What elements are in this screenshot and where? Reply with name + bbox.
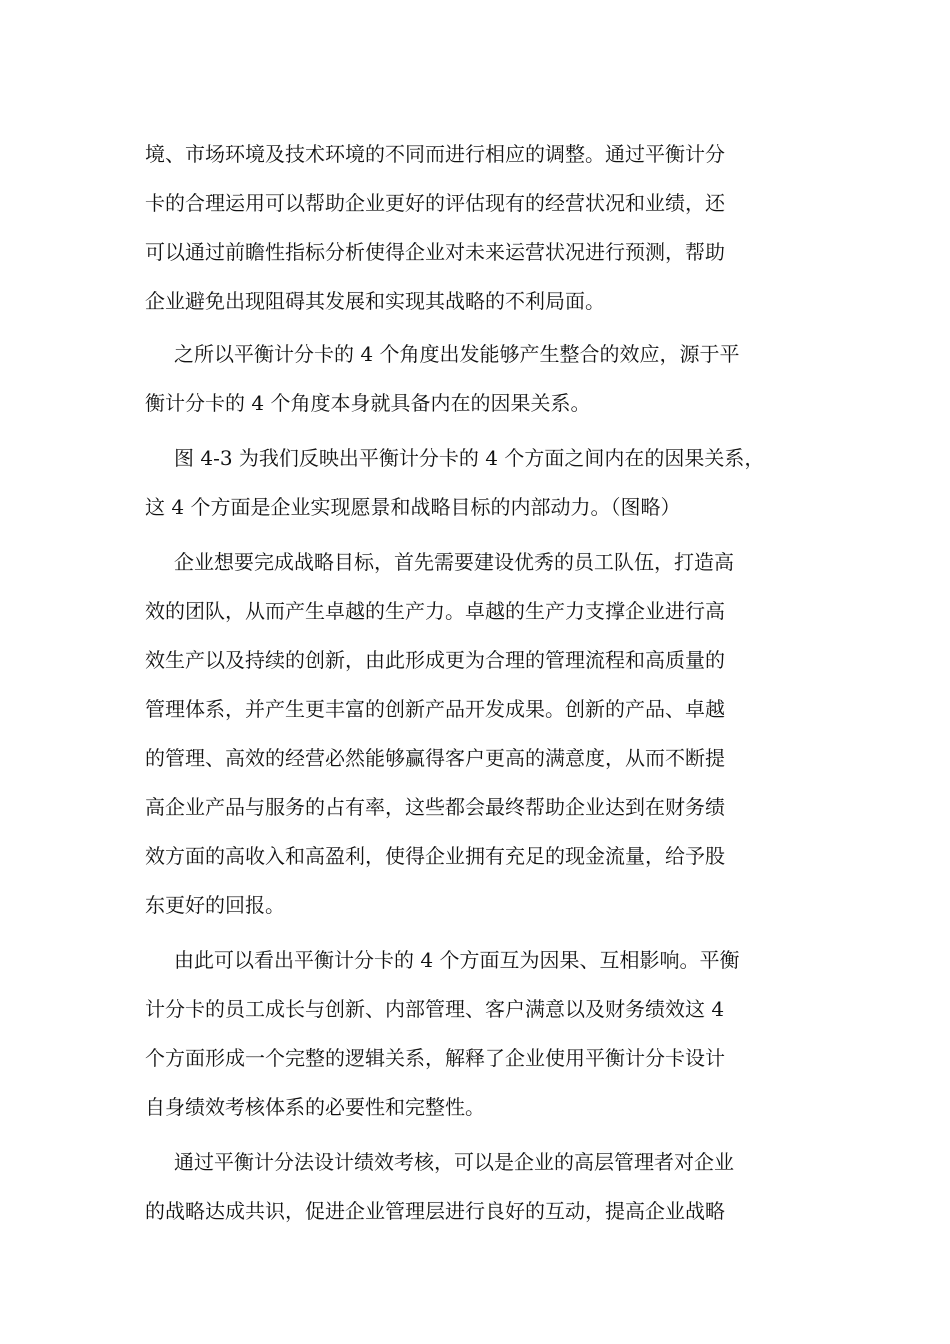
paragraph-line: 卡的合理运用可以帮助企业更好的评估现有的经营状况和业绩，还 [145,191,725,215]
paragraph-1 [145,130,805,326]
paragraph-line: 由此可以看出平衡计分卡的 4 个方面互为因果、互相影响。平衡 [174,948,740,972]
paragraph-line: 计分卡的员工成长与创新、内部管理、客户满意以及财务绩效这 4 [145,997,725,1021]
paragraph-6 [145,1138,805,1236]
paragraph-3 [145,434,805,532]
paragraph-line: 个方面形成一个完整的逻辑关系，解释了企业使用平衡计分卡设计 [145,1046,725,1070]
paragraph-line: 自身绩效考核体系的必要性和完整性。 [145,1095,485,1119]
body-text [145,130,805,1236]
paragraph-4 [145,538,805,930]
paragraph-line: 图 4-3 为我们反映出平衡计分卡的 4 个方面之间内在的因果关系， [174,446,765,470]
paragraph-line: 可以通过前瞻性指标分析使得企业对未来运营状况进行预测，帮助 [145,240,725,264]
paragraph-line: 效生产以及持续的创新，由此形成更为合理的管理流程和高质量的 [145,648,725,672]
paragraph-5 [145,936,805,1132]
paragraph-line: 高企业产品与服务的占有率，这些都会最终帮助企业达到在财务绩 [145,795,725,819]
paragraph-line: 之所以平衡计分卡的 4 个角度出发能够产生整合的效应，源于平 [174,342,740,366]
paragraph-line: 衡计分卡的 4 个角度本身就具备内在的因果关系。 [145,391,591,415]
paragraph-line: 通过平衡计分法设计绩效考核，可以是企业的高层管理者对企业 [174,1150,734,1174]
paragraph-line: 的战略达成共识，促进企业管理层进行良好的互动，提高企业战略 [145,1199,725,1223]
paragraph-line: 企业想要完成战略目标，首先需要建设优秀的员工队伍，打造高 [174,550,734,574]
paragraph-2 [145,330,805,428]
paragraph-line: 的管理、高效的经营必然能够赢得客户更高的满意度，从而不断提 [145,746,725,770]
paragraph-line: 管理体系，并产生更丰富的创新产品开发成果。创新的产品、卓越 [145,697,725,721]
paragraph-line: 效的团队，从而产生卓越的生产力。卓越的生产力支撑企业进行高 [145,599,725,623]
paragraph-line: 效方面的高收入和高盈利，使得企业拥有充足的现金流量，给予股 [145,844,725,868]
paragraph-line: 企业避免出现阻碍其发展和实现其战略的不利局面。 [145,289,605,313]
paragraph-line: 这 4 个方面是企业实现愿景和战略目标的内部动力。（图略） [145,495,681,519]
paragraph-line: 东更好的回报。 [145,893,285,917]
paragraph-line: 境、市场环境及技术环境的不同而进行相应的调整。通过平衡计分 [145,142,725,166]
